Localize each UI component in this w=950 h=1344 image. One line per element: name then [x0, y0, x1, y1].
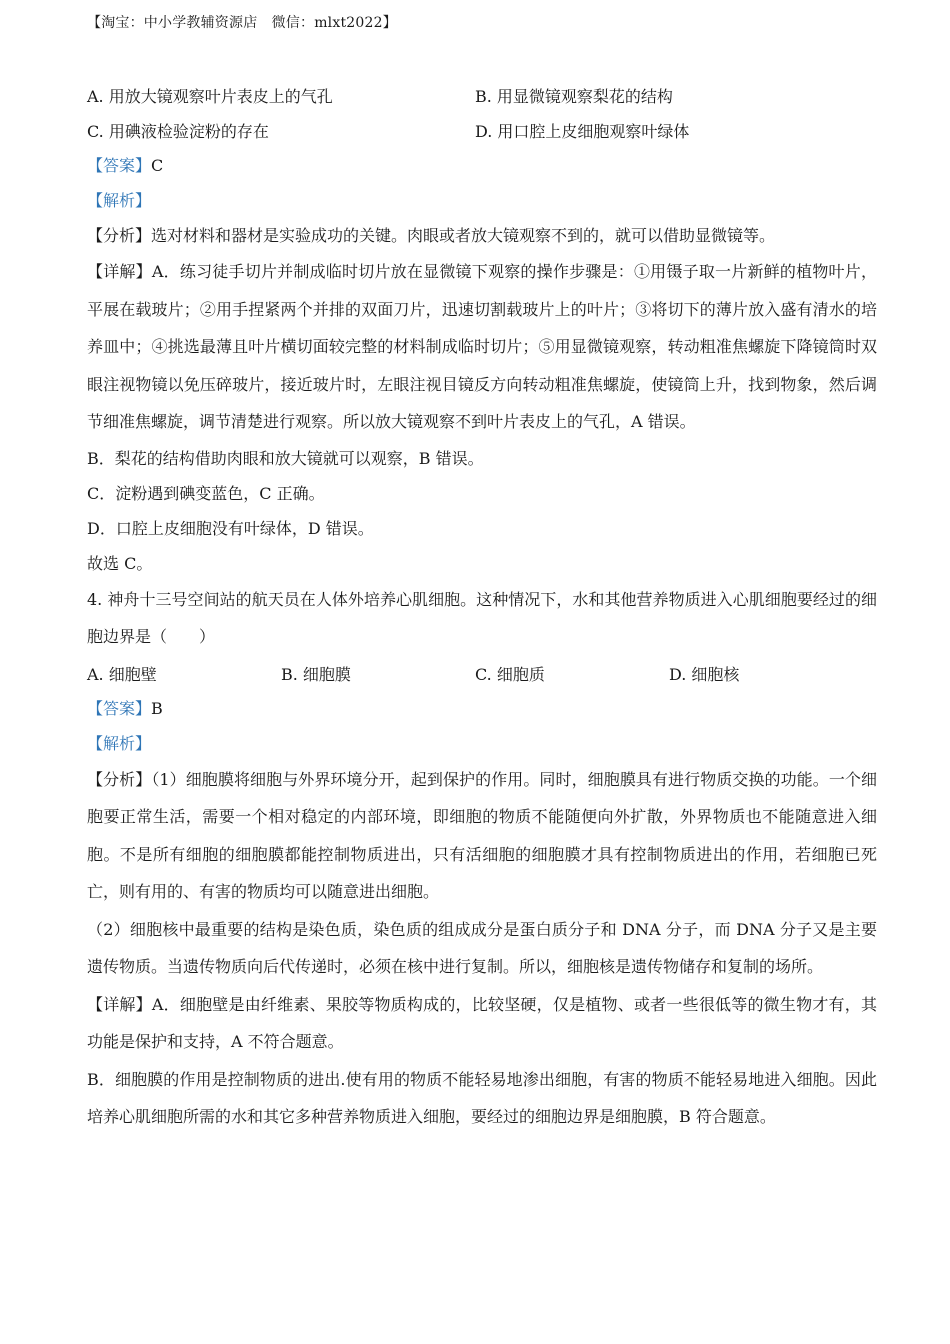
q3-option-d: D. 用口腔上皮细胞观察叶绿体	[475, 122, 690, 141]
q3-answer-tag: 【答案】	[87, 156, 152, 175]
q3-conclusion: 故选 C。	[87, 553, 153, 573]
q3-options-row-2	[87, 113, 877, 148]
q4-analysis-tag: 【解析】	[87, 733, 152, 753]
document-body	[87, 78, 877, 1136]
q4-answer	[87, 691, 877, 726]
q3-option-c: C. 用碘液检验淀粉的存在	[87, 122, 269, 141]
q3-b-explanation: B．梨花的结构借助肉眼和放大镜就可以观察，B 错误。	[87, 448, 484, 468]
q4-fenxi-text-1: （1）细胞膜将细胞与外界环境分开，起到保护的作用。同时，细胞膜具有进行物质交换的功能。一个细胞要正常生活，需要一个相对稳定的内部环境，即细胞的物质不能随便向外扩散，外界物质也不能随意进入细胞。不是所有细胞的细胞膜都能控制物质进出，只有活细胞的细胞膜才具有控制物质进出的作用，若细胞已死亡，则有用的、有害的物质均可以随意进出细胞。	[87, 769, 877, 901]
q3-answer	[87, 148, 877, 183]
q4-answer-tag: 【答案】	[87, 698, 152, 718]
q4-fenxi-1	[87, 761, 877, 911]
q4-xiangjie-text: A．细胞壁是由纤维素、果胶等物质构成的，比较坚硬，仅是植物、或者一些很低等的微生物才有，其功能是保护和支持，A 不符合题意。	[87, 994, 877, 1051]
q3-analysis-heading	[87, 183, 877, 218]
page-header: 【淘宝：中小学教辅资源店 微信：mlxt2022】	[87, 15, 397, 31]
q4-b-explanation: B．细胞膜的作用是控制物质的进出.使有用的物质不能轻易地渗出细胞，有害的物质不能轻易地进入细胞。因此培养心肌细胞所需的水和其它多种营养物质进入细胞，要经过的细胞边界是细胞膜，B 符合题意。	[87, 1069, 877, 1126]
q4-option-a: A. 细胞壁	[87, 664, 157, 684]
q4-stem: 4. 神舟十三号空间站的航天员在人体外培养心肌细胞。这种情况下，水和其他营养物质进入心肌细胞要经过的细胞边界是（ ）	[87, 589, 877, 646]
q3-xiangjie	[87, 253, 877, 441]
q4-options-row	[87, 656, 877, 691]
q3-fenxi-tag: 【分析】	[87, 226, 152, 245]
q3-option-b: B. 用显微镜观察梨花的结构	[475, 87, 673, 106]
q4-fenxi-2: （2）细胞核中最重要的结构是染色质，染色质的组成成分是蛋白质分子和 DNA 分子，而 DNA 分子又是主要遗传物质。当遗传物质向后代传递时，必须在核中进行复制。所以，细胞核是遗传物储存和复制的场所。	[87, 919, 877, 976]
q3-xiangjie-tag: 【详解】	[87, 262, 152, 281]
q3-options-row-1	[87, 78, 877, 113]
q4-xiangjie-tag: 【详解】	[87, 994, 152, 1014]
q3-analysis-tag: 【解析】	[87, 191, 152, 210]
q4-xiangjie	[87, 986, 877, 1061]
q3-xiangjie-text: A．练习徒手切片并制成临时切片放在显微镜下观察的操作步骤是：①用镊子取一片新鲜的植物叶片，平展在载玻片；②用手捏紧两个并排的双面刀片，迅速切割载玻片上的叶片；③将切下的薄片放入盛有清水的培养皿中；④挑选最薄且叶片横切面较完整的材料制成临时切片；⑤用显微镜观察，转动粗准焦螺旋下降镜筒时双眼注视物镜以免压碎玻片，接近玻片时，左眼注视目镜反方向转动粗准焦螺旋，使镜筒上升，找到物象，然后调节细准焦螺旋，调节清楚进行观察。所以放大镜观察不到叶片表皮上的气孔，A 错误。	[87, 262, 877, 431]
q4-option-d: D. 细胞核	[669, 664, 740, 684]
q4-option-c: C. 细胞质	[475, 664, 545, 684]
q3-answer-value: C	[151, 156, 164, 175]
q4-option-b: B. 细胞膜	[281, 664, 351, 684]
q3-option-a: A. 用放大镜观察叶片表皮上的气孔	[87, 87, 333, 106]
q3-d-explanation: D．口腔上皮细胞没有叶绿体，D 错误。	[87, 518, 374, 538]
q3-c-explanation: C．淀粉遇到碘变蓝色，C 正确。	[87, 483, 325, 503]
q4-analysis-heading	[87, 726, 877, 761]
q4-fenxi-tag: 【分析】	[87, 769, 152, 789]
q3-fenxi	[87, 218, 877, 253]
q4-answer-value: B	[151, 698, 163, 718]
q3-fenxi-text: 选对材料和器材是实验成功的关键。肉眼或者放大镜观察不到的，就可以借助显微镜等。	[151, 226, 776, 245]
